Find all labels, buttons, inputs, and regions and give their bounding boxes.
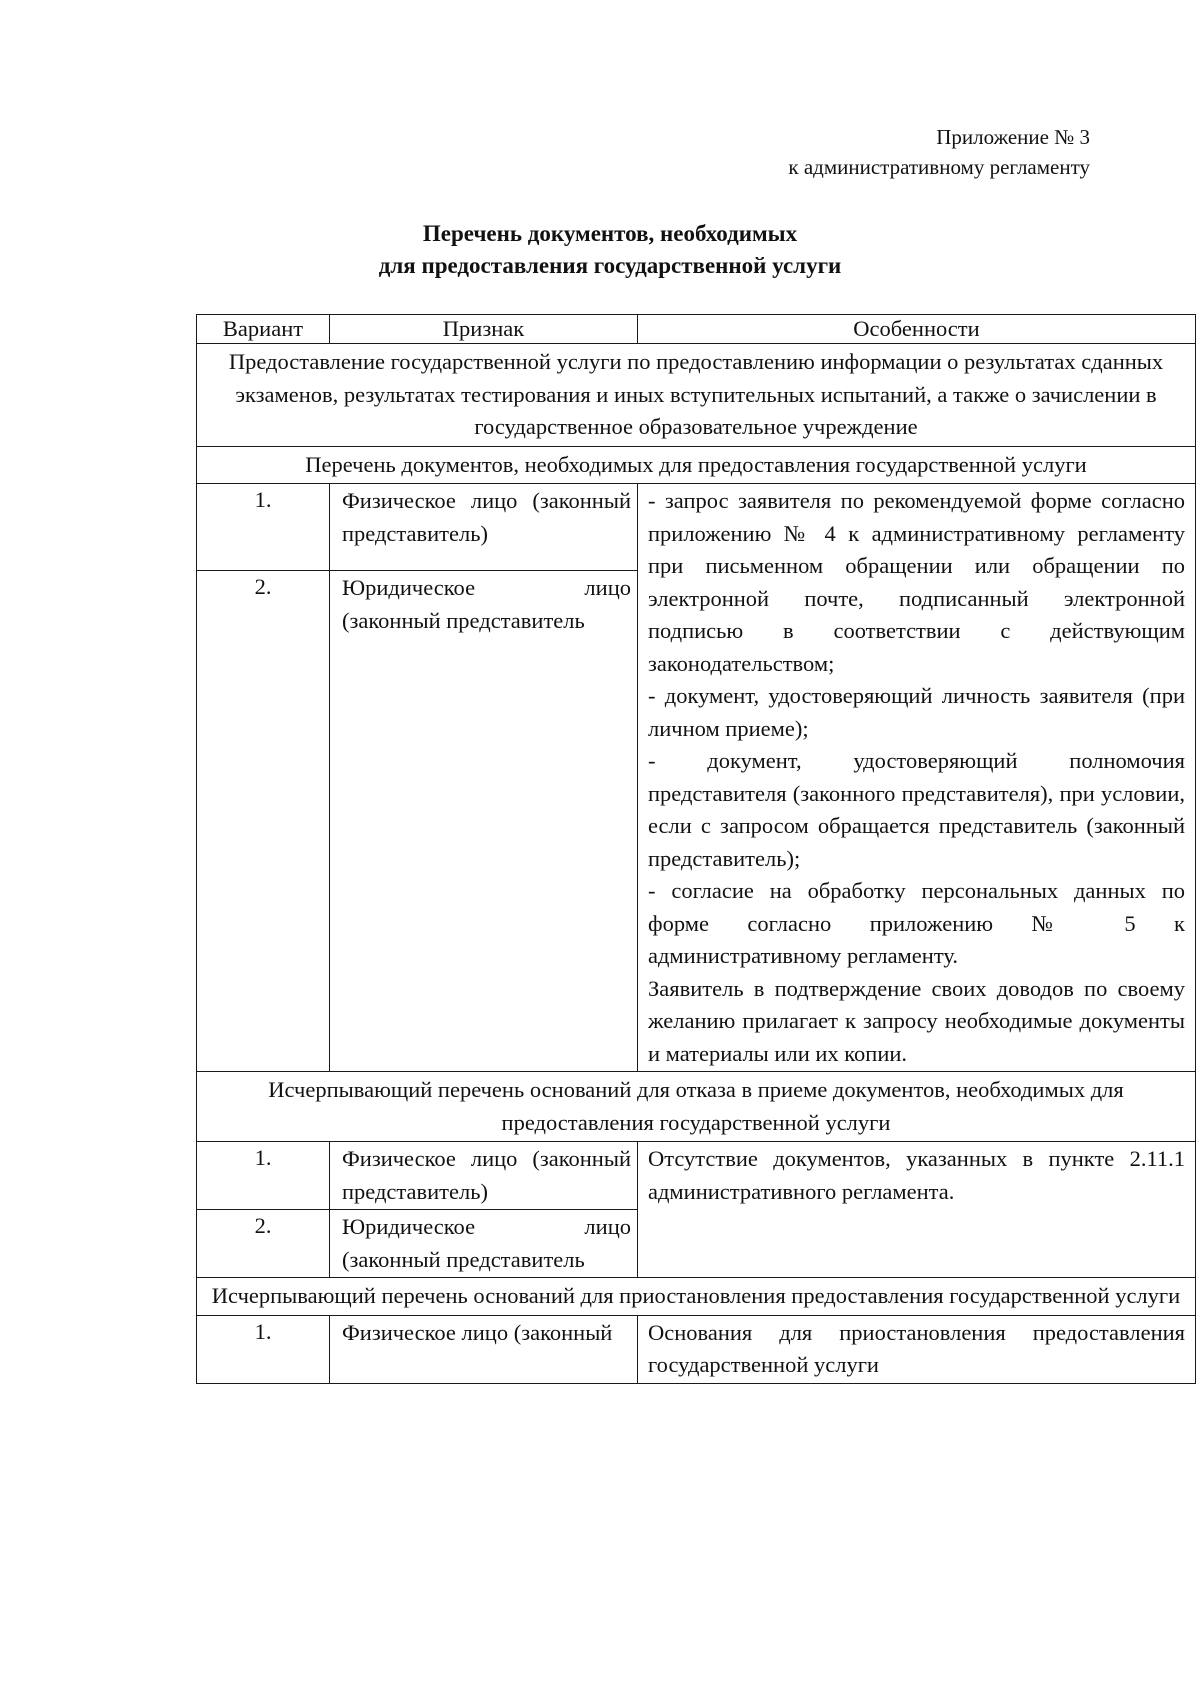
section-row [197, 1072, 1196, 1142]
features-cell [638, 484, 1196, 1072]
title-line-1: Перечень документов, необходимых [422, 221, 798, 246]
applicant-sign: Юридическое лицо (законный представитель [330, 1210, 638, 1278]
section-row [197, 446, 1196, 484]
feature-item: - запрос заявителя по рекомендуемой форме согласно приложению № 4 к административному регламенту при письменном обращении или обращении по электронной почте, подписанный электронной подписью в соответствии с действующим законодательством; [648, 488, 1185, 676]
applicant-sign: Физическое лицо (законный представитель) [330, 484, 638, 571]
header-features: Особенности [638, 315, 1196, 344]
features-cell [638, 1315, 1196, 1383]
features-cell [638, 1142, 1196, 1278]
appendix-line-2: к административному регламенту [788, 155, 1090, 179]
table-row [197, 1142, 1196, 1210]
variant-number: 2. [197, 571, 330, 1072]
section-row [197, 344, 1196, 447]
applicant-sign: Юридическое лицо (законный представитель [330, 571, 638, 1072]
applicant-sign: Физическое лицо (законный представитель) [330, 1142, 638, 1210]
feature-item: - документ, удостоверяющий личность заявителя (при личном приеме); [648, 683, 1185, 741]
feature-note: Заявитель в подтверждение своих доводов по своему желанию прилагает к запросу необходимые документы и материалы или их копии. [648, 975, 1185, 1066]
feature-item: Основания для приостановления предоставления государственной услуги [648, 1319, 1185, 1377]
variant-number: 1. [197, 1142, 330, 1210]
header-variant: Вариант [197, 315, 330, 344]
table-header-row [197, 315, 1196, 344]
variant-number: 1. [197, 1315, 330, 1383]
feature-item: - документ, удостоверяющий полномочия представителя (законного представителя), при условии, если с запросом обращается представитель (законный представитель); [648, 748, 1185, 871]
title-line-2: для предоставления государственной услуги [378, 253, 842, 278]
section-refusal-grounds: Исчерпывающий перечень оснований для отказа в приеме документов, необходимых для предоставления государственной услуги [197, 1072, 1196, 1142]
applicant-sign: Физическое лицо (законный [330, 1315, 638, 1383]
appendix-note [788, 122, 1090, 182]
feature-item: Отсутствие документов, указанных в пункте 2.11.1 административного регламента. [648, 1146, 1185, 1204]
section-row [197, 1278, 1196, 1316]
appendix-line-1: Приложение № 3 [936, 125, 1090, 149]
header-sign: Признак [330, 315, 638, 344]
section-service-title: Предоставление государственной услуги по предоставлению информации о результатах сданных экзаменов, результатах тестирования и иных вступительных испытаний, а также о зачислении в государственное образовательное учреждение [197, 344, 1196, 447]
documents-table [196, 314, 1196, 1384]
section-suspension-grounds: Исчерпывающий перечень оснований для приостановления предоставления государственной услуги [197, 1278, 1196, 1316]
variant-number: 1. [197, 484, 330, 571]
document-title [190, 218, 1030, 282]
table-row [197, 484, 1196, 571]
variant-number: 2. [197, 1210, 330, 1278]
feature-item: - согласие на обработку персональных данных по форме согласно приложению № 5 к административному регламенту. [648, 878, 1185, 968]
table-row [197, 1315, 1196, 1383]
section-documents-list: Перечень документов, необходимых для предоставления государственной услуги [197, 446, 1196, 484]
